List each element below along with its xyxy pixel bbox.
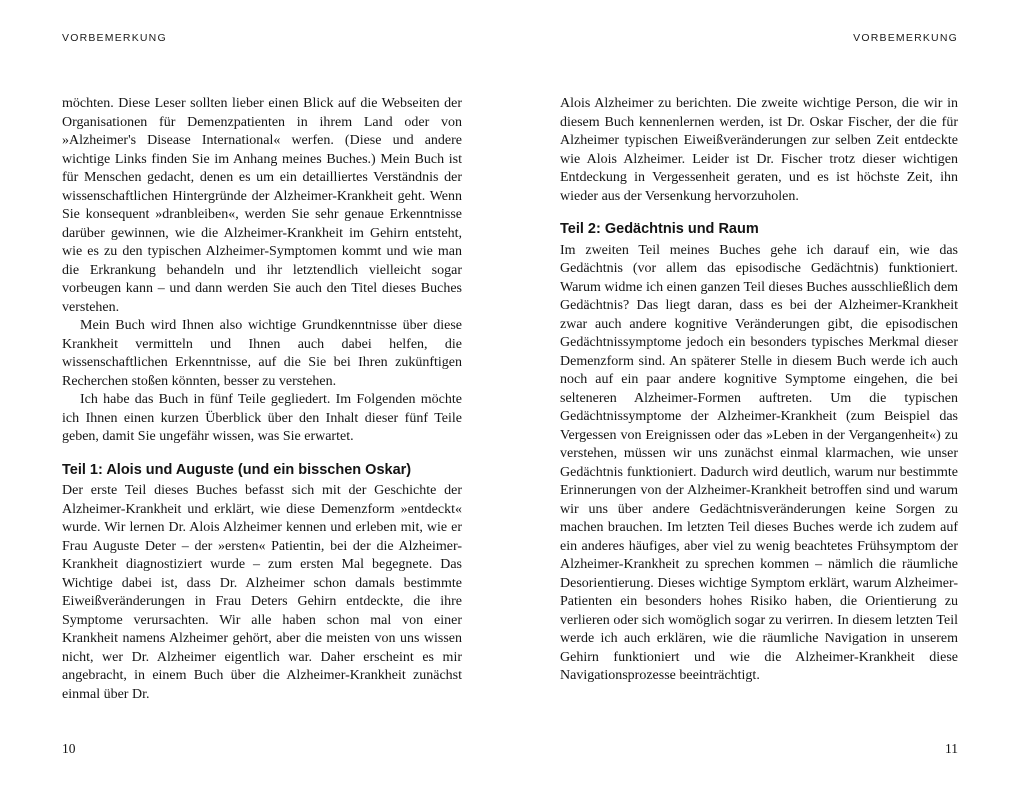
paragraph: Ich habe das Buch in fünf Teile gegliedert. Im Folgenden möchte ich Ihnen einen kurzen Überblick über den Inhalt dieser fünf Teile geben, damit Sie ungefähr wissen, was Sie erwartet. xyxy=(62,392,462,444)
paragraph: möchten. Diese Leser sollten lieber einen Blick auf die Webseiten der Organisationen für Demenzpatienten in ihrem Land oder von »Alzheimer's Disease International« werfen. (Diese und andere wichtige Links finden Sie im Anhang meines Buches.) Mein Buch ist für Menschen gedacht, denen es um ein detailliertes Verständnis der wissenschaftlichen Hintergründe der Alzheimer-Krankheit geht. Wenn Sie konsequent »dranbleiben«, werden Sie sehr genaue Erkenntnisse darüber gewinnen, wie die Alzheimer-Krankheit im Gehirn entsteht, wie es zu den typischen Alzheimer-Symptomen kommt und wie man die Erkrankung behandeln und ihr letztendlich vielleicht sogar vorbeugen kann – und dann werden Sie auch den Titel dieses Buches verstehen. xyxy=(62,96,462,315)
paragraph: Im zweiten Teil meines Buches gehe ich darauf ein, wie das Gedächtnis (vor allem das episodische Gedächtnis) funktioniert. Warum widme ich einen ganzen Teil dieses Buches ausschließlich dem Gedächtnis? Das liegt daran, dass es bei der Alzheimer-Krankheit zwar auch andere kognitive Veränderungen gibt, die episodischen Gedächtnissymptome jedoch ein besonders typisches Merkmal dieser Demenzform sind. An späterer Stelle in diesem Buch werde ich auch noch auf ein paar andere kognitive Symptome eingehen, die bei selteneren Alzheimer-Formen auftreten. Um die typischen Gedächtnissymptome der Alzheimer-Krankheit (zum Beispiel das Vergessen von Ereignissen oder das »Leben in der Vergangenheit«) zu verstehen, müssen wir uns zunächst einmal klarmachen, wie unser Gedächtnis funktioniert. Dadurch wird deutlich, warum nur bestimmte Erinnerungen von der Alzheimer-Krankheit betroffen sind und warum wir uns über andere Gedächtnisveränderungen keine Sorgen zu machen brauchen. Im letzten Teil dieses Buches werde ich zudem auf ein anderes häufiges, aber viel zu wenig beachtetes Frühsymptom der Alzheimer-Krankheit zu sprechen kommen – nämlich die räumliche Desorientierung. Dieses wichtige Symptom erklärt, warum Alzheimer-Patienten ein besonders hohes Risiko haben, die Orientierung zu verlieren oder sich womöglich sogar zu verirren. In diesem letzten Teil werde ich auch erklären, wie die räumliche Navigation in unserem Gehirn funktioniert und wie die Alzheimer-Krankheit diese Navigationsprozesse beeinträchtigt. xyxy=(560,242,958,683)
paragraph: Der erste Teil dieses Buches befasst sich mit der Geschichte der Alzheimer-Krankheit und erklärt, wie diese Demenzform »entdeckt« wurde. Wir lernen Dr. Alois Alzheimer kennen und erleben mit, wie er Frau Auguste Deter – der »ersten« Patientin, bei der die Alzheimer-Krankheit diagnostiziert wurde – zum ersten Mal begegnete. Das Wichtige dabei ist, dass Dr. Alzheimer schon damals bestimmte Eiweißveränderungen in Frau Deters Gehirn entdeckte, die ihre Symptome verursachten. Wir alle haben schon mal von einer Krankheit namens Alzheimer gehört, aber die meisten von uns wissen nicht, wer Dr. Alzheimer eigentlich war. Daher erscheint es mir angebracht, in einem Buch über die Alzheimer-Krankheit zunächst einmal über Dr. xyxy=(62,483,462,702)
running-header-right: VORBEMERKUNG xyxy=(853,32,958,44)
page-number-right: 11 xyxy=(945,741,958,756)
paragraph: Alois Alzheimer zu berichten. Die zweite wichtige Person, die wir in diesem Buch kennenlernen werden, ist Dr. Oskar Fischer, der die für Alzheimer typischen Eiweißveränderungen zur selben Zeit entdeckte wie Alois Alzheimer. Leider ist Dr. Fischer trotz dieser wichtigen Entdeckung in Vergessenheit geraten, und es ist höchste Zeit, ihn wieder aus der Versenkung hervorzuholen. xyxy=(560,96,958,204)
page-left-body xyxy=(62,95,462,741)
section-heading-teil1: Teil 1: Alois und Auguste (und ein bisschen Oskar) xyxy=(62,461,412,478)
running-header-left: VORBEMERKUNG xyxy=(62,32,167,44)
paragraph: Mein Buch wird Ihnen also wichtige Grundkenntnisse über diese Krankheit vermitteln und Ihnen auch dabei helfen, die wissenschaftlichen Erkenntnisse, auf die Sie bei Ihren zukünftigen Recherchen stoßen könnten, besser zu verstehen. xyxy=(62,318,462,389)
page-right-body xyxy=(560,95,958,741)
page-right xyxy=(510,0,1020,793)
section-heading-teil2: Teil 2: Gedächtnis und Raum xyxy=(560,221,759,237)
page-number-left: 10 xyxy=(62,741,76,756)
